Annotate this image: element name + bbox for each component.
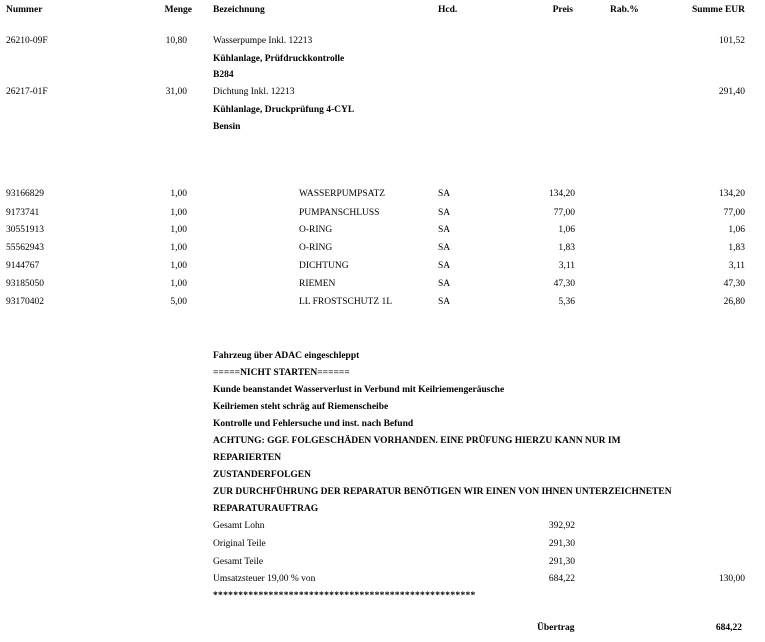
part-summe: 1,06: [728, 225, 745, 235]
part-hcd: SA: [438, 243, 451, 253]
part-nummer: 55562943: [6, 243, 44, 253]
part-hcd: SA: [438, 189, 451, 199]
part-hcd: SA: [438, 225, 451, 235]
note-line: =====NICHT STARTEN======: [213, 368, 350, 378]
part-bezeichnung: DICHTUNG: [299, 261, 349, 271]
part-bezeichnung: O-RING: [299, 225, 333, 235]
part-menge: 1,00: [170, 261, 187, 271]
part-summe: 47,30: [723, 279, 745, 289]
part-bezeichnung: PUMPANSCHLUSS: [299, 208, 380, 218]
part-menge: 5,00: [170, 297, 187, 307]
part-bezeichnung: WASSERPUMPSATZ: [299, 189, 386, 199]
labour-nummer: 26217-01F: [6, 87, 48, 97]
labour-summe: 291,40: [718, 87, 745, 97]
labour-menge: 10,80: [165, 36, 187, 46]
labour-subtext: Bensin: [213, 122, 241, 132]
labour-menge: 31,00: [165, 87, 187, 97]
total-original-value: 291,30: [548, 539, 575, 549]
part-preis: 1,83: [558, 243, 575, 253]
col-header-menge: Menge: [164, 5, 192, 15]
labour-subtext: Kühlanlage, Druckprüfung 4-CYL: [213, 105, 355, 115]
part-nummer: 9173741: [6, 208, 40, 218]
part-summe: 134,20: [718, 189, 745, 199]
part-bezeichnung: O-RING: [299, 243, 333, 253]
part-menge: 1,00: [170, 243, 187, 253]
note-line: ZUSTANDERFOLGEN: [213, 470, 312, 480]
labour-subtext: B284: [213, 70, 234, 80]
part-nummer: 93170402: [6, 297, 44, 307]
part-hcd: SA: [438, 261, 451, 271]
total-teile-label: Gesamt Teile: [213, 557, 264, 567]
uebertrag-label: Übertrag: [537, 623, 575, 633]
part-hcd: SA: [438, 208, 451, 218]
part-nummer: 9144767: [6, 261, 40, 271]
ust-value: 130,00: [718, 574, 745, 584]
part-menge: 1,00: [170, 208, 187, 218]
part-summe: 77,00: [723, 208, 745, 218]
part-hcd: SA: [438, 297, 451, 307]
col-header-bezeichnung: Bezeichnung: [213, 5, 265, 15]
part-menge: 1,00: [170, 225, 187, 235]
labour-text: Wasserpumpe Inkl. 12213: [213, 36, 313, 46]
note-line: Kunde beanstandet Wasserverlust in Verbund mit Keilriemengeräusche: [213, 385, 505, 395]
col-header-nummer: Nummer: [6, 5, 43, 15]
note-line: Keilriemen steht schräg auf Riemenscheibe: [213, 402, 389, 412]
part-nummer: 93166829: [6, 189, 44, 199]
part-nummer: 30551913: [6, 225, 44, 235]
uebertrag-value: 684,22: [715, 623, 742, 633]
total-lohn-value: 392,92: [548, 521, 575, 531]
labour-summe: 101,52: [718, 36, 745, 46]
part-summe: 26,80: [723, 297, 745, 307]
note-line: REPARIERTEN: [213, 453, 282, 463]
part-preis: 47,30: [553, 279, 575, 289]
labour-text: Dichtung Inkl. 12213: [213, 87, 295, 97]
total-teile-value: 291,30: [548, 557, 575, 567]
ust-label: Umsatzsteuer 19,00 % von: [213, 574, 316, 584]
col-header-summe: Summe EUR: [691, 5, 745, 15]
stars-divider: ****************************************************: [213, 591, 476, 601]
part-summe: 1,83: [728, 243, 745, 253]
col-header-rab: Rab.%: [610, 5, 639, 15]
note-line: REPARATURAUFTRAG: [213, 504, 319, 514]
part-menge: 1,00: [170, 189, 187, 199]
labour-nummer: 26210-09F: [6, 36, 48, 46]
note-line: ZUR DURCHFÜHRUNG DER REPARATUR BENÖTIGEN WIR EINEN VON IHNEN UNTERZEICHNETEN: [213, 487, 672, 497]
part-nummer: 93185050: [6, 279, 44, 289]
ust-base: 684,22: [548, 574, 575, 584]
note-line: Kontrolle und Fehlersuche und inst. nach Befund: [213, 419, 414, 429]
part-preis: 134,20: [548, 189, 575, 199]
col-header-hcd: Hcd.: [438, 5, 458, 15]
part-menge: 1,00: [170, 279, 187, 289]
note-line: ACHTUNG: GGF. FOLGESCHÄDEN VORHANDEN. EINE PRÜFUNG HIERZU KANN NUR IM: [213, 436, 621, 446]
part-preis: 3,11: [558, 261, 575, 271]
col-header-preis: Preis: [552, 5, 573, 15]
total-original-label: Original Teile: [213, 539, 266, 549]
part-summe: 3,11: [728, 261, 745, 271]
total-lohn-label: Gesamt Lohn: [213, 521, 265, 531]
note-line: Fahrzeug über ADAC eingeschleppt: [213, 351, 360, 361]
part-bezeichnung: RIEMEN: [299, 279, 336, 289]
part-hcd: SA: [438, 279, 451, 289]
labour-subtext: Kühlanlage, Prüfdruckkontrolle: [213, 54, 345, 64]
part-bezeichnung: LL FROSTSCHUTZ 1L: [299, 297, 393, 307]
part-preis: 77,00: [553, 208, 575, 218]
part-preis: 1,06: [558, 225, 575, 235]
part-preis: 5,36: [558, 297, 575, 307]
